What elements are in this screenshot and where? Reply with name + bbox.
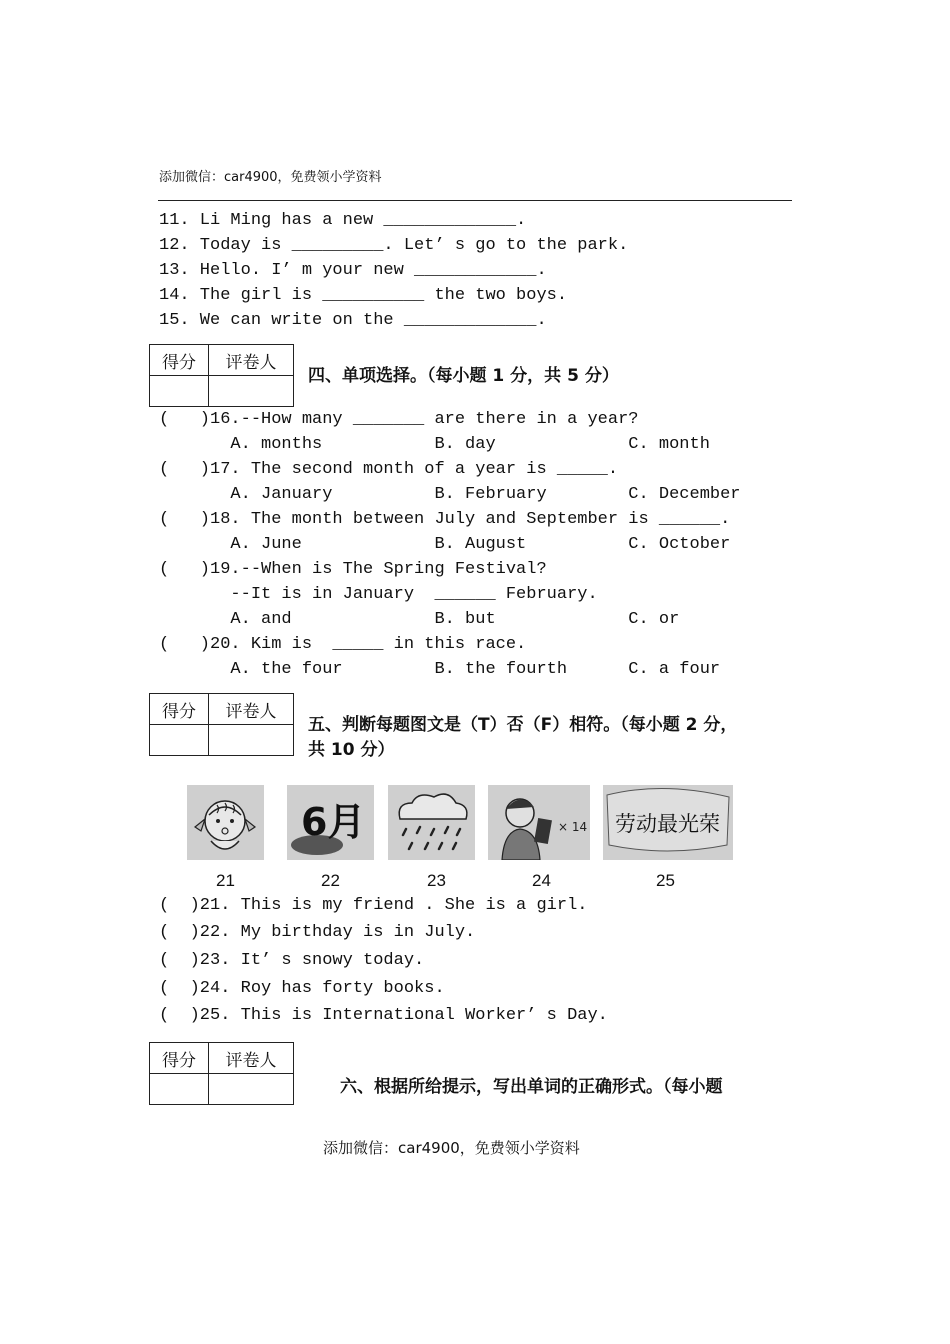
fill-item-14: 14. The girl is __________ the two boys. [159,286,568,305]
fill-item-13: 13. Hello. I’ m your new ____________. [159,261,547,280]
grader-cell[interactable] [209,1074,294,1105]
picture-number-23: 23 [427,871,446,890]
grader-label: 评卷人 [209,694,294,725]
picture-25-labour-day [603,785,733,860]
labour-day-banner-icon [603,785,733,860]
score-box-section5 [149,693,294,756]
q17-options: A. January B. February C. December [159,485,741,504]
labour-day-label: 劳动最光荣 [615,812,720,836]
section6-title: 六、根据所给提示，写出单词的正确形式。（每小题 [340,1077,723,1097]
grader-cell[interactable] [209,725,294,756]
statement-23: ( )23. It’ s snowy today. [159,951,425,970]
q19-options: A. and B. but C. or [159,610,680,629]
score-label: 得分 [150,1043,209,1074]
picture-24-boy-books [488,785,590,860]
fill-item-12: 12. Today is _________. Let’ s go to the park. [159,236,629,255]
q18-options: A. June B. August C. October [159,535,731,554]
rain-cloud-icon [388,785,475,860]
q19-answer-line: --It is in January ______ February. [159,585,598,604]
q16-stem: ( )16.--How many _______ are there in a year? [159,410,639,429]
score-cell[interactable] [150,1074,209,1105]
statement-21: ( )21. This is my friend . She is a girl. [159,896,588,915]
q20-stem: ( )20. Kim is _____ in this race. [159,635,527,654]
score-label: 得分 [150,694,209,725]
picture-number-22: 22 [321,871,340,890]
statement-22: ( )22. My birthday is in July. [159,923,476,942]
q17-stem: ( )17. The second month of a year is _____. [159,460,619,479]
score-label: 得分 [150,345,209,376]
statement-24: ( )24. Roy has forty books. [159,979,445,998]
june-label: 6月 [301,800,366,844]
q20-options: A. the four B. the fourth C. a four [159,660,721,679]
calendar-june-icon [287,785,374,860]
header-note: 添加微信：car4900，免费领小学资料 [159,170,382,185]
picture-number-21: 21 [216,871,235,890]
q18-stem: ( )18. The month between July and September is ______. [159,510,731,529]
score-cell[interactable] [150,725,209,756]
section5-title-line2: 共 10 分） [308,740,395,760]
grader-label: 评卷人 [209,345,294,376]
picture-21-girl [187,785,264,860]
header-rule [158,200,792,201]
book-count-label: × 14 [558,820,588,834]
score-box-section6 [149,1042,294,1105]
picture-number-25: 25 [656,871,675,890]
fill-item-11: 11. Li Ming has a new _____________. [159,211,527,230]
section5-title-line1: 五、判断每题图文是（T）否（F）相符。（每小题 2 分， [308,715,738,735]
q19-stem: ( )19.--When is The Spring Festival? [159,560,547,579]
score-cell[interactable] [150,376,209,407]
picture-number-24: 24 [532,871,551,890]
section4-title: 四、单项选择。（每小题 1 分，共 5 分） [308,366,619,386]
footer-note: 添加微信：car4900，免费领小学资料 [323,1139,580,1157]
q16-options: A. months B. day C. month [159,435,710,454]
boy-with-book-icon [488,785,590,860]
picture-23-rain [388,785,475,860]
score-box-section4 [149,344,294,407]
statement-25: ( )25. This is International Worker’ s Day. [159,1006,608,1025]
picture-22-june [287,785,374,860]
grader-cell[interactable] [209,376,294,407]
grader-label: 评卷人 [209,1043,294,1074]
girl-face-icon [187,785,264,860]
fill-item-15: 15. We can write on the _____________. [159,311,547,330]
